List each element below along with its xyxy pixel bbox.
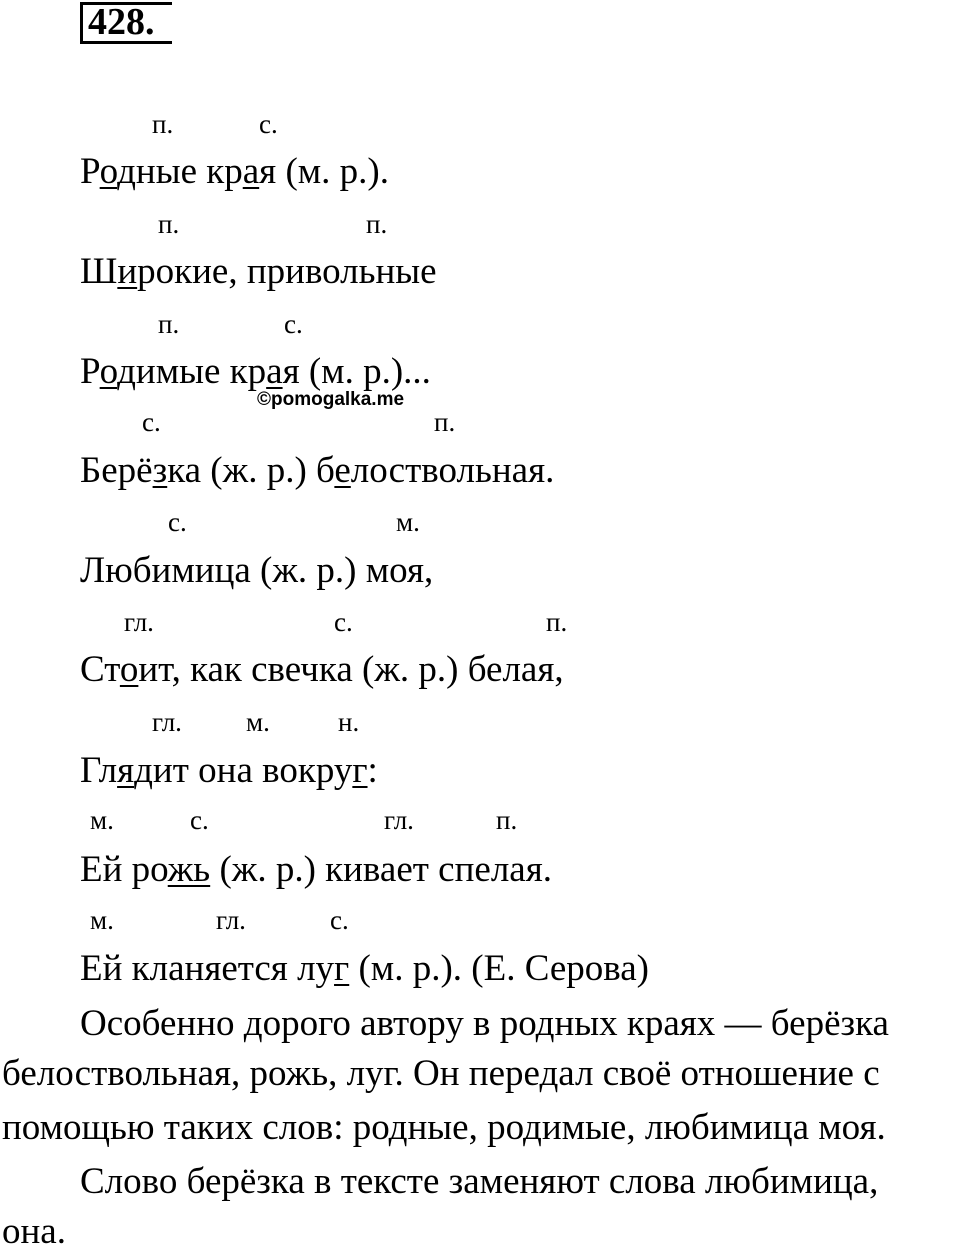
annotation-label: с. xyxy=(168,507,187,537)
paragraph-line: помощью таких слов: родные, родимые, любимица моя. xyxy=(2,1107,886,1148)
annotation-label: п. xyxy=(366,209,388,239)
paragraph-line: Особенно дорого автору в родных краях — берёзка xyxy=(80,1003,889,1044)
annotation-label: п. xyxy=(158,309,180,339)
annotation-label: н. xyxy=(338,707,360,737)
paragraph-line: она. xyxy=(2,1211,66,1252)
annotation-label: с. xyxy=(190,805,209,835)
poem-line: Широкие, привольные xyxy=(80,251,437,292)
annotation-label: м. xyxy=(90,805,114,835)
annotation-label: гл. xyxy=(124,607,154,637)
poem-line: Берёзка (ж. р.) белоствольная. xyxy=(80,450,555,491)
annotation-label: м. xyxy=(396,507,420,537)
annotation-label: п. xyxy=(546,607,568,637)
annotation-label: м. xyxy=(246,707,270,737)
annotation-label: п. xyxy=(496,805,518,835)
poem-line: Ей рожь (ж. р.) кивает спелая. xyxy=(80,849,552,890)
annotation-label: с. xyxy=(284,309,303,339)
paragraph-line: белоствольная, рожь, луг. Он передал своё отношение с xyxy=(2,1053,880,1094)
annotation-label: с. xyxy=(330,905,349,935)
annotation-label: с. xyxy=(142,407,161,437)
watermark: ©pomogalka.me xyxy=(257,389,405,410)
annotation-label: с. xyxy=(259,109,278,139)
annotation-label: с. xyxy=(334,607,353,637)
annotation-label: п. xyxy=(434,407,456,437)
annotation-label: п. xyxy=(152,109,174,139)
poem-line: Глядит она вокруг: xyxy=(80,750,378,791)
poem-line: Стоит, как свечка (ж. р.) белая, xyxy=(80,649,564,690)
paragraph-line: Слово берёзка в тексте заменяют слова любимица, xyxy=(80,1161,879,1202)
annotation-label: гл. xyxy=(152,707,182,737)
annotation-label: п. xyxy=(158,209,180,239)
poem-line: Ей кланяется луг (м. р.). (Е. Серова) xyxy=(80,948,649,989)
annotation-label: гл. xyxy=(216,905,246,935)
poem-line: Родные края (м. р.). xyxy=(80,151,389,192)
exercise-number: 428. xyxy=(88,1,155,43)
annotation-label: м. xyxy=(90,905,114,935)
poem-line: Родимые края (м. р.)... xyxy=(80,351,431,392)
poem-line: Любимица (ж. р.) моя, xyxy=(80,550,434,591)
annotation-label: гл. xyxy=(384,805,414,835)
